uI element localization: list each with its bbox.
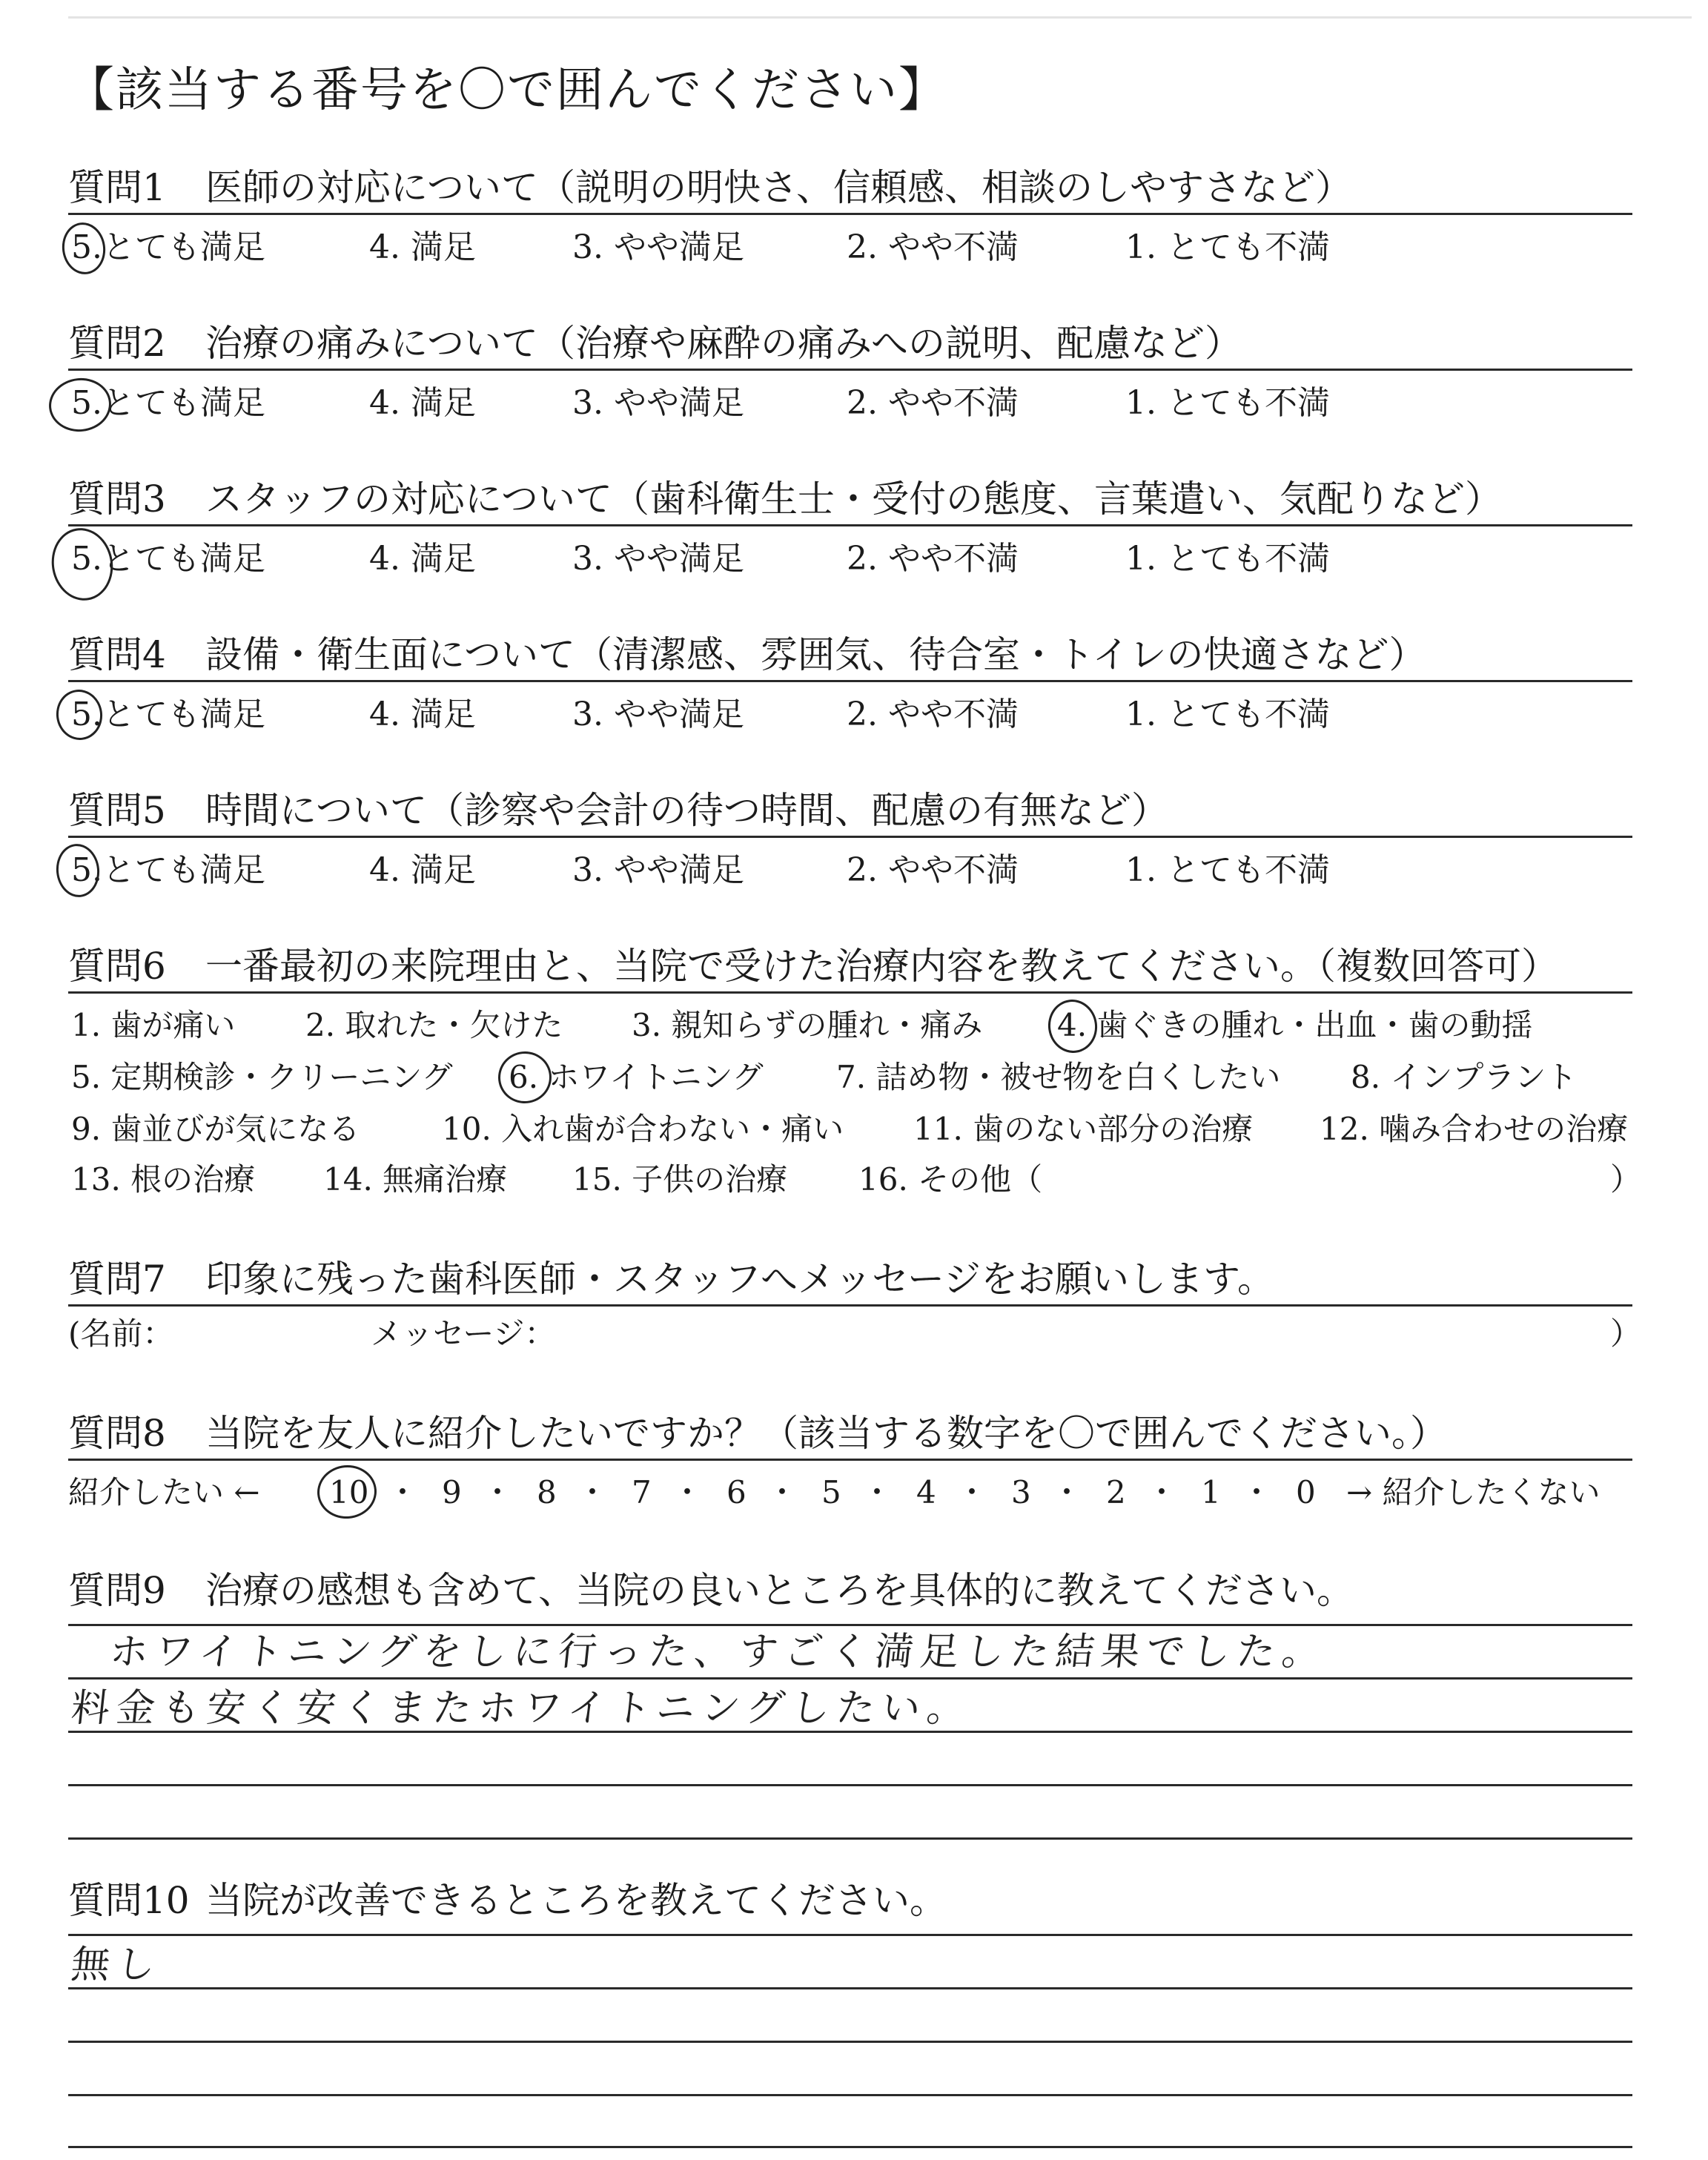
reason-option-9[interactable]: 9. 歯並びが気になる — [71, 1111, 360, 1147]
reason-option-4[interactable]: 4. 歯ぐきの腫れ・出血・歯の動揺 — [1057, 1007, 1533, 1043]
question-text: スタッフの対応について（歯科衛生士・受付の態度、言葉遣い、気配りなど） — [205, 478, 1502, 521]
answer-line — [68, 1987, 1632, 1989]
answer-line — [68, 2041, 1632, 2043]
top-rule — [68, 16, 1692, 19]
rating-option-5[interactable]: 5.とても満足 — [71, 540, 265, 578]
question-8 — [68, 1412, 1632, 1455]
reason-option-10[interactable]: 10. 入れ歯が合わない・痛い — [442, 1111, 844, 1147]
rating-option-2[interactable]: 2. やや不満 — [847, 228, 1019, 266]
score-separator: ・ — [956, 1474, 988, 1510]
score-separator: ・ — [387, 1474, 419, 1510]
question-7 — [68, 1258, 1632, 1301]
score-1[interactable]: 1 — [1201, 1474, 1221, 1510]
score-separator: ・ — [672, 1474, 704, 1510]
rating-option-4[interactable]: 4. 満足 — [369, 228, 476, 266]
reason-option-2[interactable]: 2. 取れた・欠けた — [305, 1007, 563, 1043]
rating-option-4[interactable]: 4. 満足 — [369, 384, 476, 422]
answer-line — [68, 680, 1632, 682]
question-6 — [68, 945, 1632, 988]
answer-line — [68, 213, 1632, 215]
reason-option-13[interactable]: 13. 根の治療 — [71, 1161, 256, 1198]
question-text: 印象に残った歯科医師・スタッフへメッセージをお願いします。 — [205, 1258, 1274, 1301]
handwritten-answer-line: 無し — [68, 1943, 165, 1987]
other-close-paren: ） — [1610, 1161, 1642, 1198]
question-text: 一番最初の来院理由と、当院で受けた治療内容を教えてください。（複数回答可） — [205, 945, 1558, 988]
reason-option-3[interactable]: 3. 親知らずの腫れ・痛み — [632, 1007, 983, 1043]
answer-line — [68, 1624, 1632, 1626]
reason-option-15[interactable]: 15. 子供の治療 — [572, 1161, 788, 1198]
score-8[interactable]: 8 — [537, 1474, 557, 1510]
answer-line — [68, 1304, 1632, 1307]
question-1 — [68, 166, 1632, 209]
selected-circle-mark — [315, 1463, 379, 1522]
rating-option-2[interactable]: 2. やや不満 — [847, 384, 1019, 422]
question-text: 当院が改善できるところを教えてください。 — [205, 1879, 947, 1922]
question-4 — [68, 633, 1632, 676]
rating-option-2[interactable]: 2. やや不満 — [847, 696, 1019, 733]
reason-option-7[interactable]: 7. 詰め物・被せ物を白くしたい — [836, 1059, 1281, 1095]
answer-line — [68, 524, 1632, 526]
rating-option-4[interactable]: 4. 満足 — [369, 851, 476, 889]
rating-option-4[interactable]: 4. 満足 — [369, 696, 476, 733]
answer-line — [68, 1677, 1632, 1680]
message-close-paren: ） — [1610, 1315, 1642, 1352]
selected-circle-mark — [46, 524, 119, 606]
reason-option-12[interactable]: 12. 噛み合わせの治療 — [1320, 1111, 1629, 1147]
rating-option-2[interactable]: 2. やや不満 — [847, 540, 1019, 578]
rating-option-5[interactable]: 5.とても満足 — [71, 228, 265, 266]
question-number: 質問6 — [68, 945, 166, 988]
question-number: 質問4 — [68, 633, 166, 676]
rating-option-1[interactable]: 1. とても不満 — [1125, 540, 1330, 578]
rating-option-1[interactable]: 1. とても不満 — [1125, 228, 1330, 266]
handwritten-answer-line: 料金も安く安くまたホワイトニングしたい。 — [68, 1686, 975, 1731]
score-separator: ・ — [577, 1474, 609, 1510]
score-separator: ・ — [1241, 1474, 1273, 1510]
rating-option-3[interactable]: 3. やや満足 — [572, 696, 744, 733]
rating-option-3[interactable]: 3. やや満足 — [572, 384, 744, 422]
score-3[interactable]: 3 — [1011, 1474, 1031, 1510]
selected-circle-mark — [496, 1048, 555, 1106]
rating-option-3[interactable]: 3. やや満足 — [572, 228, 744, 266]
reason-option-6[interactable]: 6. ホワイトニング — [509, 1059, 764, 1095]
question-number: 質問3 — [68, 478, 166, 521]
question-3 — [68, 478, 1632, 521]
reason-option-8[interactable]: 8. インプラント — [1351, 1059, 1578, 1095]
question-10 — [68, 1879, 1632, 1922]
score-separator: ・ — [861, 1474, 893, 1510]
instruction-title: 【該当する番号を〇で囲んでください】 — [67, 63, 947, 118]
rating-option-2[interactable]: 2. やや不満 — [847, 851, 1019, 889]
question-number: 質問7 — [68, 1258, 166, 1301]
question-number: 質問1 — [68, 166, 166, 209]
score-separator: ・ — [482, 1474, 514, 1510]
recommend-left-label: 紹介したい ← — [68, 1474, 260, 1510]
question-text: 当院を友人に紹介したいですか？（該当する数字を〇で囲んでください。） — [205, 1412, 1447, 1455]
question-number: 質問8 — [68, 1412, 166, 1455]
selected-circle-mark — [1045, 997, 1100, 1056]
score-2[interactable]: 2 — [1106, 1474, 1126, 1510]
name-label: (名前： — [68, 1315, 174, 1352]
reason-option-11[interactable]: 11. 歯のない部分の治療 — [913, 1111, 1254, 1147]
score-10[interactable]: 10 — [329, 1474, 369, 1510]
rating-option-1[interactable]: 1. とても不満 — [1125, 384, 1330, 422]
answer-line — [68, 1934, 1632, 1936]
recommend-right-label: → 紹介したくない — [1346, 1474, 1601, 1510]
answer-line — [68, 2094, 1632, 2096]
question-text: 医師の対応について（説明の明快さ、信頼感、相談のしやすさなど） — [205, 166, 1352, 209]
score-separator: ・ — [1051, 1474, 1083, 1510]
answer-line — [68, 1784, 1632, 1786]
question-number: 質問5 — [68, 789, 166, 832]
score-0[interactable]: 0 — [1296, 1474, 1316, 1510]
score-6[interactable]: 6 — [726, 1474, 747, 1510]
answer-line — [68, 369, 1632, 371]
rating-option-3[interactable]: 3. やや満足 — [572, 540, 744, 578]
question-number: 質問9 — [68, 1569, 166, 1612]
question-9 — [68, 1569, 1632, 1612]
handwritten-answer-line: ホワイトニングをしに行った、すごく満足した結果でした。 — [107, 1630, 1330, 1674]
question-text: 時間について（診察や会計の待つ時間、配慮の有無など） — [205, 789, 1168, 832]
rating-option-4[interactable]: 4. 満足 — [369, 540, 476, 578]
selected-circle-mark — [53, 842, 102, 899]
answer-line — [68, 1731, 1632, 1733]
answer-line — [68, 1459, 1632, 1461]
score-9[interactable]: 9 — [442, 1474, 462, 1510]
answer-line — [68, 991, 1632, 994]
rating-option-3[interactable]: 3. やや満足 — [572, 851, 744, 889]
question-2 — [68, 322, 1632, 365]
score-7[interactable]: 7 — [632, 1474, 652, 1510]
question-text: 治療の感想も含めて、当院の良いところを具体的に教えてください。 — [205, 1569, 1354, 1612]
question-number: 質問2 — [68, 322, 166, 365]
reason-option-5[interactable]: 5. 定期検診・クリーニング — [71, 1059, 453, 1095]
question-text: 治療の痛みについて（治療や麻酔の痛みへの説明、配慮など） — [205, 322, 1242, 365]
answer-line — [68, 836, 1632, 838]
rating-option-5[interactable]: 5.とても満足 — [71, 851, 265, 889]
question-number: 質問10 — [68, 1879, 190, 1922]
rating-option-5[interactable]: 5.とても満足 — [71, 696, 265, 733]
rating-option-5[interactable]: 5.とても満足 — [71, 384, 265, 422]
reason-option-14[interactable]: 14. 無痛治療 — [323, 1161, 508, 1198]
score-separator: ・ — [1146, 1474, 1178, 1510]
score-4[interactable]: 4 — [916, 1474, 936, 1510]
reason-option-1[interactable]: 1. 歯が痛い — [71, 1007, 236, 1043]
answer-line — [68, 1837, 1632, 1840]
score-5[interactable]: 5 — [821, 1474, 841, 1510]
message-label: メッセージ： — [371, 1315, 556, 1352]
rating-option-1[interactable]: 1. とても不満 — [1125, 696, 1330, 733]
question-5 — [68, 789, 1632, 832]
score-separator: ・ — [767, 1474, 798, 1510]
question-text: 設備・衛生面について（清潔感、雰囲気、待合室・トイレの快適さなど） — [205, 633, 1426, 676]
rating-option-1[interactable]: 1. とても不満 — [1125, 851, 1330, 889]
answer-line — [68, 2146, 1632, 2148]
reason-option-16[interactable]: 16. その他（ — [858, 1161, 1043, 1198]
